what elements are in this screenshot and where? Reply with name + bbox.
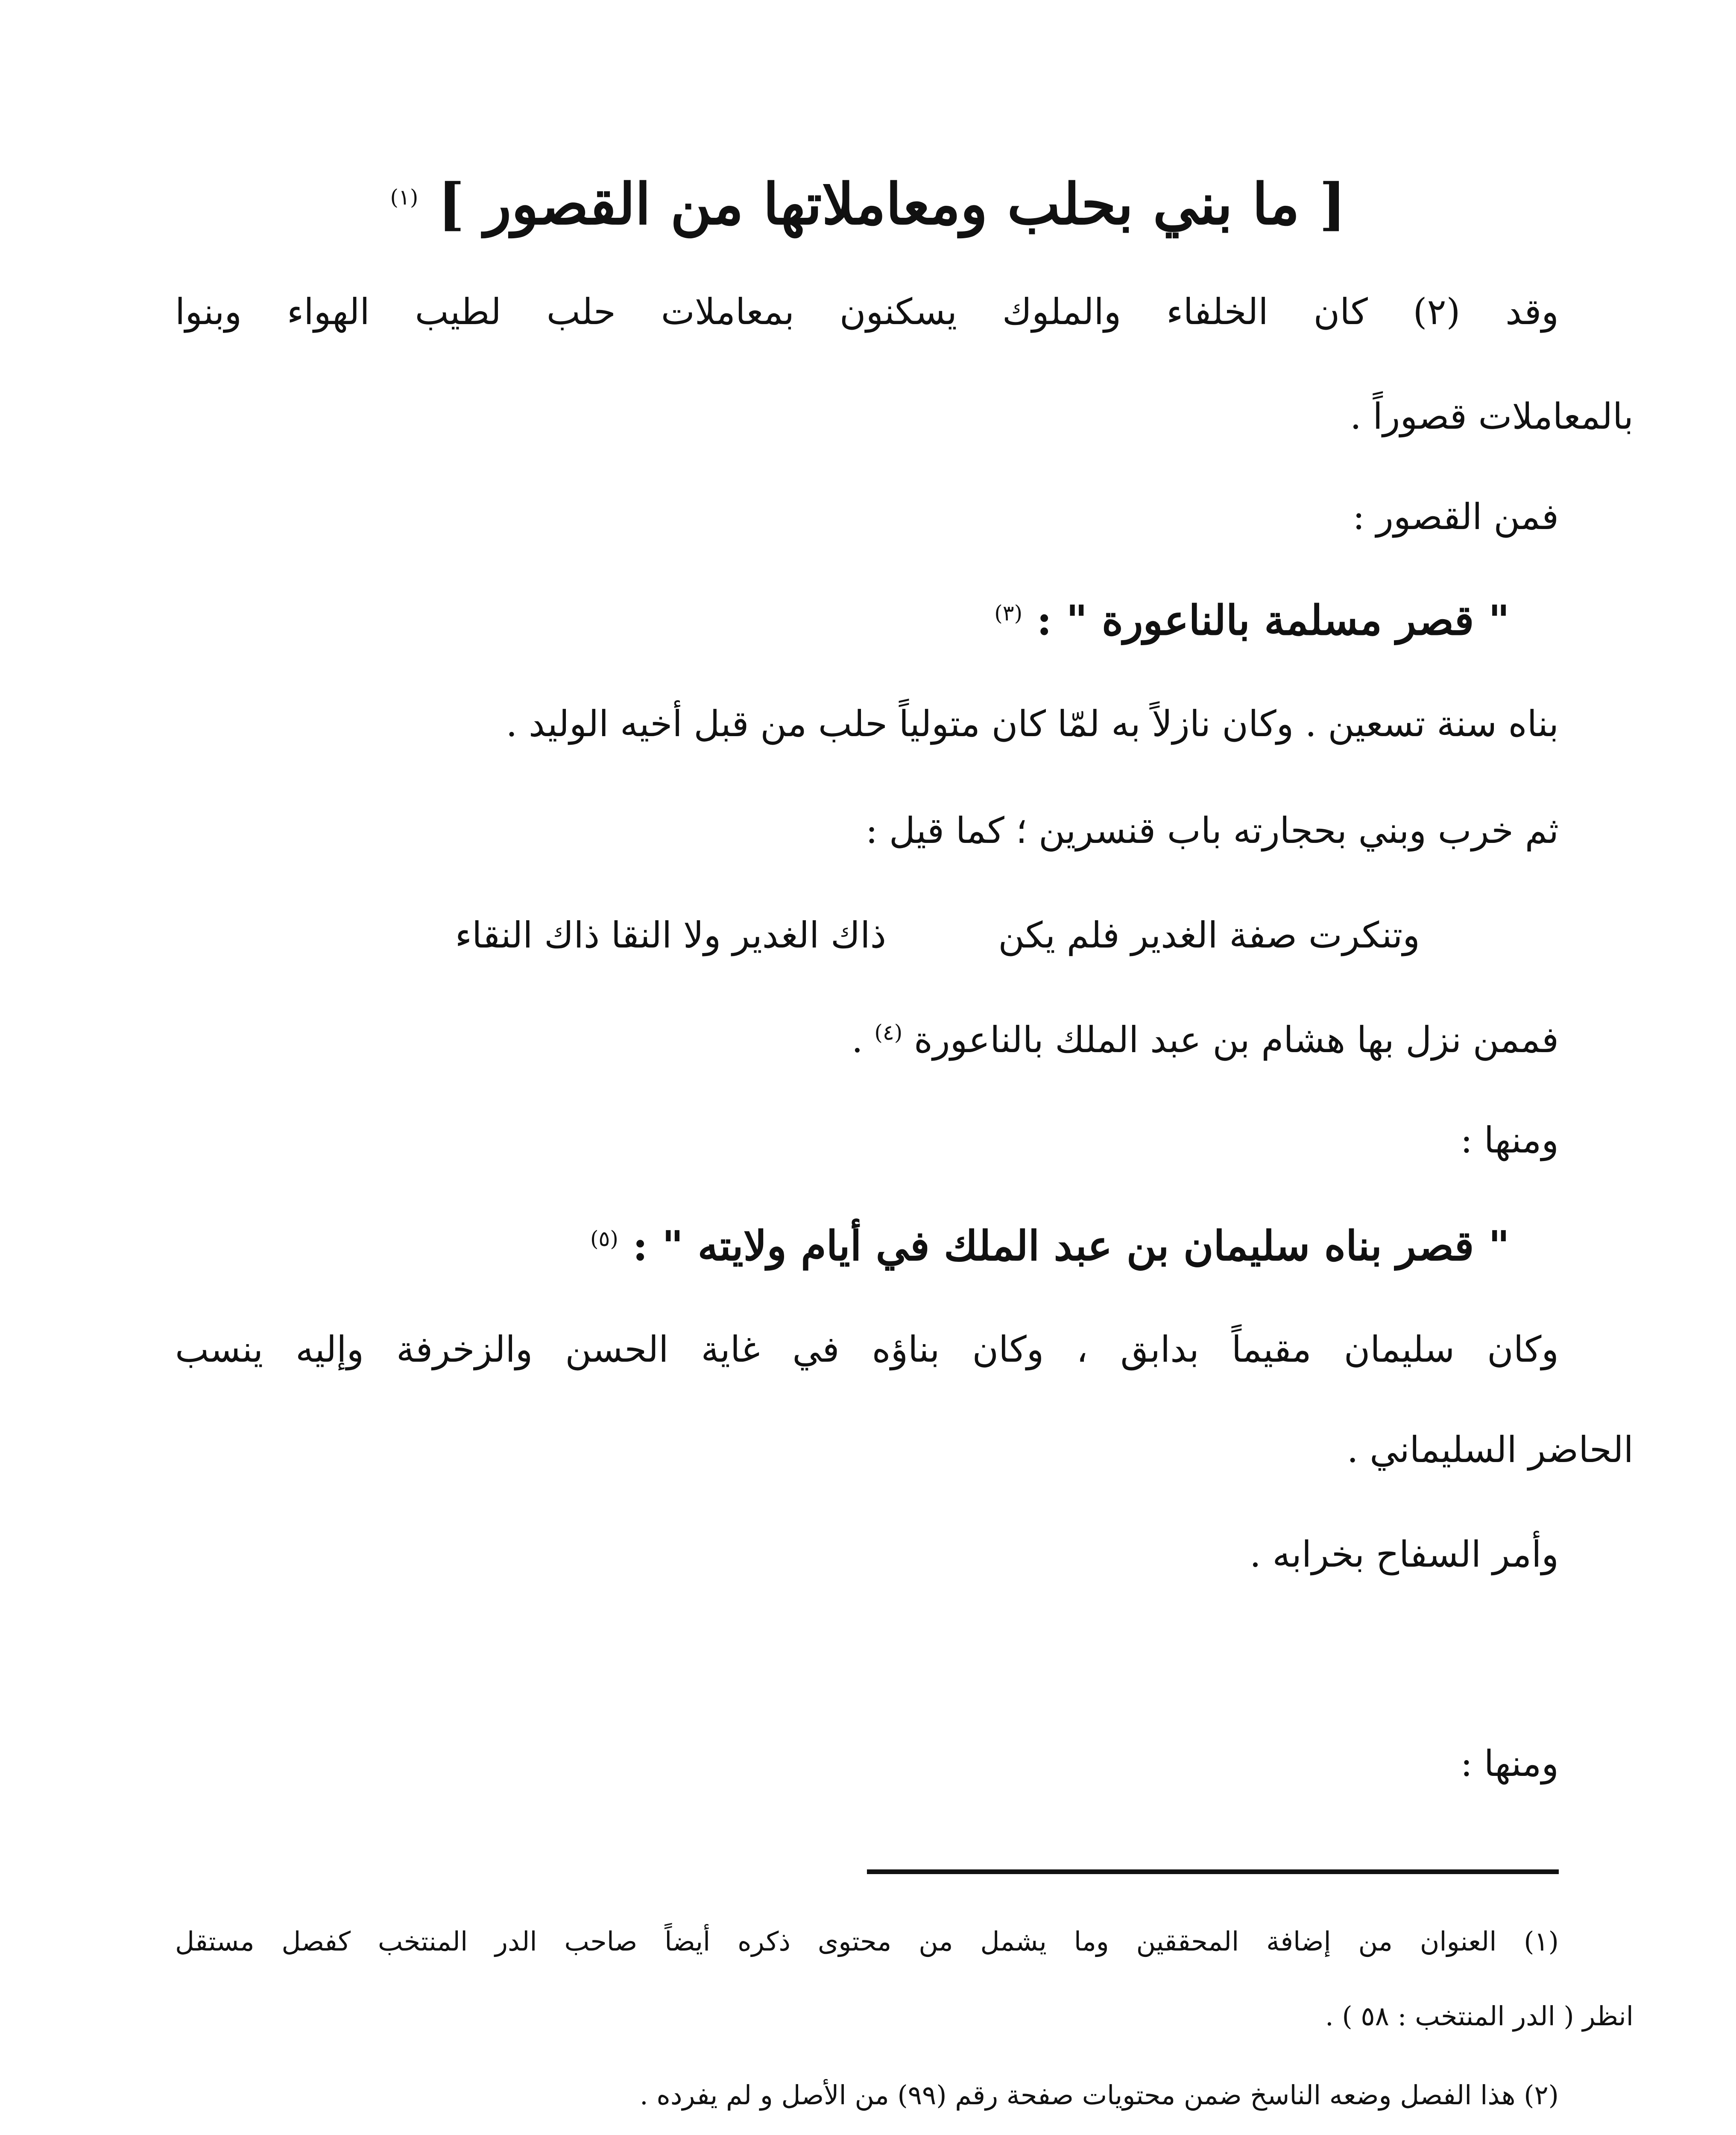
heading-suleiman-palace: [590, 1221, 1510, 1270]
heading-maslama-text: " قصر مسلمة بالناعورة " :: [1036, 596, 1510, 644]
footnote-1-line1: (١) العنوان من إضافة المحققين وما يشمل من محتوى ذكره أيضاً صاحب الدر المنتخب كفصل مستقل: [175, 1926, 1559, 1957]
paragraph-built-year: بناه سنة تسعين . وكان نازلاً به لمّا كان متولياً حلب من قبل أخيه الوليد .: [506, 703, 1559, 745]
paragraph-intro-line2: بالمعاملات قصوراً .: [1350, 395, 1634, 437]
heading-suleiman-footnote-ref: (٥): [590, 1226, 618, 1251]
paragraph-ruined: ثم خرب وبني بحجارته باب قنسرين ؛ كما قيل :: [865, 810, 1559, 851]
verse-first-hemistich: وتنكرت صفة الغدير فلم يكن: [998, 914, 1420, 956]
footnote-1-line2: انظر ( الدر المنتخب : ٥٨ ) .: [1325, 2000, 1634, 2032]
paragraph-suleiman-line1: وكان سليمان مقيماً بدابق ، وكان بناؤه في غاية الحسن والزخرفة وإليه ينسب: [175, 1328, 1559, 1370]
paragraph-hisham: [852, 1018, 1559, 1062]
heading-maslama-footnote-ref: (٣): [994, 601, 1023, 626]
heading-suleiman-text: " قصر بناه سليمان بن عبد الملك في أيام ولايته " :: [632, 1222, 1510, 1270]
paragraph-hisham-footnote-ref: (٤): [874, 1020, 903, 1045]
heading-maslama-palace: [994, 596, 1510, 645]
title-footnote-ref: (١): [390, 185, 419, 210]
footnote-separator: [867, 1869, 1559, 1874]
paragraph-and-among-them-2: ومنها :: [1460, 1743, 1559, 1784]
paragraph-saffah: وأمر السفاح بخرابه .: [1250, 1533, 1559, 1575]
paragraph-hisham-text: فممن نزل بها هشام بن عبد الملك بالناعورة: [914, 1019, 1559, 1061]
footnote-2: (٢) هذا الفصل وضعه الناسخ ضمن محتويات صفحة رقم (٩٩) من الأصل و لم يفرده .: [640, 2079, 1559, 2111]
paragraph-hisham-end: .: [852, 1019, 863, 1061]
title-text: [ ما بني بحلب ومعاملاتها من القصور ]: [438, 171, 1346, 237]
verse-second-hemistich: ذاك الغدير ولا النقا ذاك النقاء: [455, 914, 886, 956]
paragraph-from-palaces: فمن القصور :: [1352, 496, 1559, 538]
paragraph-and-among-them: ومنها :: [1460, 1119, 1559, 1161]
page-title: [0, 171, 1736, 238]
paragraph-suleiman-line2: الحاضر السليماني .: [1347, 1429, 1634, 1471]
paragraph-intro-line1: وقد (٢) كان الخلفاء والملوك يسكنون بمعاملات حلب لطيب الهواء وبنوا: [175, 291, 1559, 333]
